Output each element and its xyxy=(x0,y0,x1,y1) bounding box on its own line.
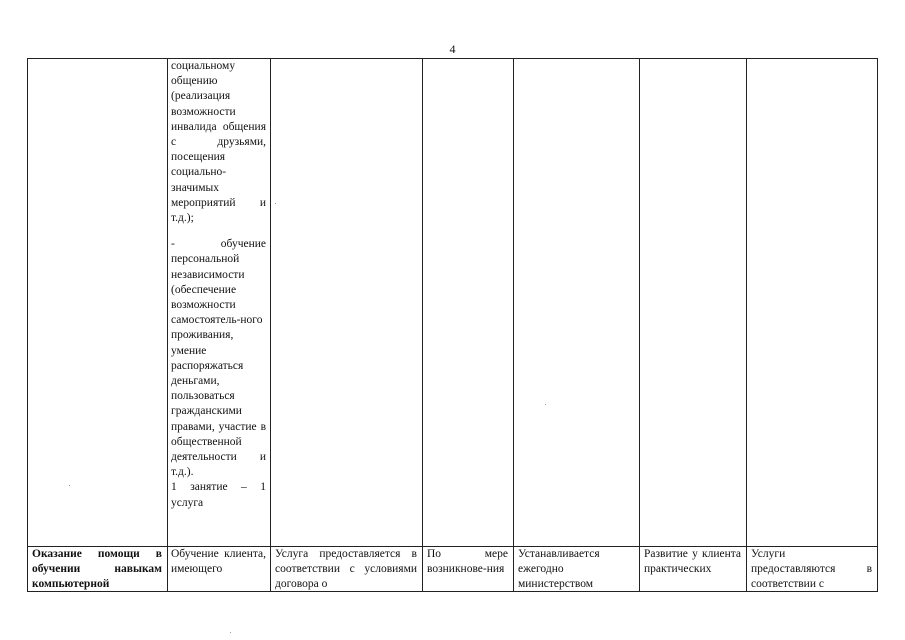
scan-speck xyxy=(275,203,276,204)
scan-speck xyxy=(230,632,231,633)
row1-paragraph-independence: - обучение персональной независимости (обеспечение возможности самостоятель-ного проживания, умение распоряжаться деньгами, пользоваться гражданскими правами, участие в общественной деятельности и т.д.). xyxy=(171,238,266,479)
row2-service-conditions: Услуга предоставляется в соответствии с условиями договора о xyxy=(275,548,417,591)
column-border xyxy=(513,58,514,592)
column-border xyxy=(422,58,423,592)
scan-speck xyxy=(69,485,70,486)
row2-service-result: Развитие у клиента практических xyxy=(644,548,741,576)
row1-paragraph-unit: 1 занятие – 1 услуга xyxy=(171,481,266,509)
column-border xyxy=(27,58,28,592)
row1-service-content xyxy=(171,59,266,511)
column-border xyxy=(639,58,640,592)
row2-service-timing: По мере возникнове-ния xyxy=(427,548,508,576)
column-border xyxy=(877,58,878,592)
row2-service-name: Оказание помощи в обучении навыкам компьютерной xyxy=(32,548,162,591)
scan-speck xyxy=(545,404,546,405)
column-border xyxy=(270,58,271,592)
services-table xyxy=(27,58,878,592)
table-top-border xyxy=(27,58,878,59)
row2-service-tariff: Устанавливается ежегодно министерством xyxy=(518,548,600,591)
row2-service-terms: Услуги предоставляются в соответствии с xyxy=(751,548,872,591)
row2-service-content: Обучение клиента, имеющего xyxy=(171,548,266,576)
column-border xyxy=(167,58,168,592)
column-border xyxy=(746,58,747,592)
row1-paragraph-social: социальному общению (реализация возможности инвалида общения с друзьями, посещения социально-значимых мероприятий и т.д.); xyxy=(171,60,266,225)
page-number: 4 xyxy=(449,42,456,56)
